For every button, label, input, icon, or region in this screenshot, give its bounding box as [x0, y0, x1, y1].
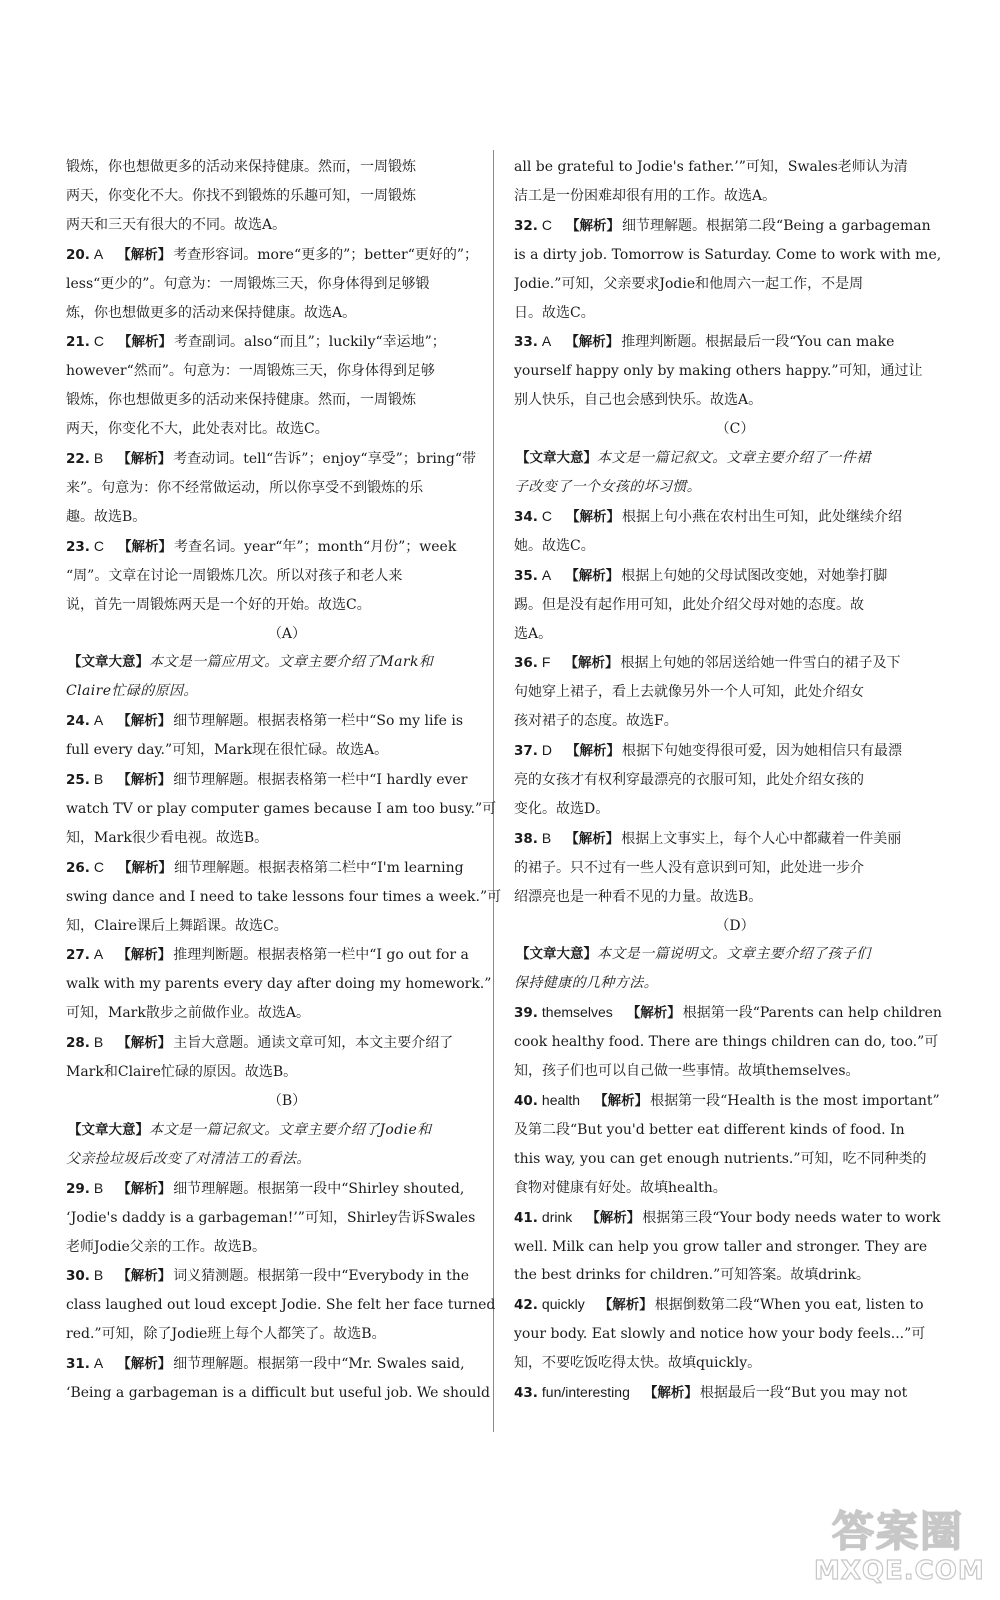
summary-text: 子改变了一个女孩的坏习惯。	[514, 478, 702, 495]
analysis-tag: 【解析】	[117, 1180, 172, 1197]
left-column	[66, 153, 508, 1408]
summary-first-line	[514, 444, 956, 473]
answer-key: quickly	[541, 1296, 585, 1313]
answer-item	[514, 648, 956, 736]
text-line: Mark和Claire忙碌的原因。故选B。	[66, 1064, 298, 1081]
text-line: 她。故选C。	[514, 537, 595, 554]
answer-first-line	[66, 444, 508, 474]
watermark-bottom-text: MXQE.COM	[814, 1556, 985, 1586]
question-number: 33.	[514, 334, 538, 351]
answer-first-line	[514, 648, 956, 678]
text-line: 知，Mark很少看电视。故选B。	[66, 829, 269, 846]
text-line: “周”。文章在讨论一周锻炼几次。所以对孩子和老人来	[66, 567, 403, 584]
summary-text: Claire忙碌的原因。	[66, 683, 198, 700]
answer-item	[514, 211, 956, 328]
analysis-tag: 【解析】	[643, 1385, 698, 1402]
text-line: class laughed out loud except Jodie. She felt her face turned	[66, 1297, 496, 1314]
text-line: full every day.”可知，Mark现在很忙碌。故选A。	[66, 742, 389, 759]
watermark-top-text: 答案圈	[831, 1507, 964, 1556]
answer-key: A	[93, 712, 104, 729]
explanation-text: 考查形容词。more“更多的”；better“更好的”；	[173, 246, 479, 263]
text-line: 炼，你也想做更多的活动来保持健康。故选A。	[66, 304, 357, 321]
question-number: 40.	[514, 1093, 538, 1109]
text-line: less“更少的”。句意为：一周锻炼三天，你身体得到足够锻	[66, 275, 430, 292]
text-line: however“然而”。句意为：一周锻炼三天，你身体得到足够	[66, 363, 435, 380]
question-number: 43.	[514, 1385, 538, 1402]
summary-first-line	[514, 940, 956, 969]
answer-key: A	[541, 333, 552, 350]
explanation-text: 考查副词。also“而且”；luckily“幸运地”；	[174, 334, 446, 351]
question-number: 22.	[66, 451, 90, 468]
answer-first-line	[66, 1261, 508, 1291]
answer-key: B	[93, 1034, 104, 1051]
text-line: Jodie.”可知，父亲要求Jodie和他周六一起工作，不是周	[514, 275, 864, 292]
text-line: well. Milk can help you grow taller and stronger. They are	[514, 1238, 928, 1255]
answer-item	[66, 1261, 508, 1349]
analysis-tag: 【解析】	[117, 947, 172, 964]
answer-first-line	[66, 706, 508, 736]
answer-first-line	[514, 502, 956, 532]
answer-item	[66, 706, 508, 765]
question-number: 25.	[66, 772, 90, 789]
question-number: 27.	[66, 947, 90, 964]
answer-key: A	[93, 1355, 104, 1372]
answer-first-line	[514, 1086, 956, 1116]
explanation-text: 根据倒数第二段“When you eat, listen to	[654, 1297, 924, 1314]
summary-label: 【文章大意】	[516, 450, 597, 467]
question-number: 41.	[514, 1209, 538, 1226]
summary-line	[66, 1145, 508, 1174]
summary-text: 本文是一篇应用文。文章主要介绍了Mark和	[149, 654, 434, 671]
analysis-tag: 【解析】	[565, 567, 620, 584]
question-number: 38.	[514, 830, 538, 847]
answer-first-line	[514, 736, 956, 766]
text-line: watch TV or play computer games because I am too busy.”可	[66, 800, 497, 817]
answer-key: F	[541, 654, 551, 671]
analysis-tag: 【解析】	[117, 1356, 172, 1373]
text-line: 选A。	[514, 625, 553, 642]
explanation-text: 根据上文事实上，每个人心中都藏着一件美丽	[621, 830, 902, 847]
question-number: 28.	[66, 1035, 90, 1052]
explanation-text: 细节理解题。根据第一段中“Mr. Swales said,	[173, 1356, 465, 1373]
answer-key: B	[93, 450, 104, 467]
answer-key: C	[93, 333, 105, 350]
question-number: 39.	[514, 1005, 538, 1022]
text-line: the best drinks for children.”可知答案。故填drink。	[514, 1267, 870, 1284]
answer-first-line	[514, 211, 956, 241]
answer-item	[514, 502, 956, 561]
summary-text: 保持健康的几种方法。	[514, 975, 658, 992]
answer-item	[66, 940, 508, 1028]
analysis-tag: 【解析】	[117, 772, 172, 789]
question-number: 34.	[514, 508, 538, 525]
answer-key: B	[93, 771, 104, 788]
text-line: 绍漂亮也是一种看不见的力量。故选B。	[514, 888, 763, 905]
summary-text: 父亲捡垃圾后改变了对清洁工的看法。	[66, 1150, 311, 1167]
text-line: 来”。句意为：你不经常做运动，所以你享受不到锻炼的乐	[66, 479, 424, 496]
text-line: 两天，你变化不大。你找不到锻炼的乐趣可知，一周锻炼	[66, 187, 416, 204]
answer-first-line	[514, 824, 956, 854]
text-line: 知，孩子们也可以自己做一些事情。故填themselves。	[514, 1063, 860, 1080]
answer-item	[514, 736, 956, 824]
analysis-tag: 【解析】	[117, 1035, 172, 1052]
text-line: 变化。故选D。	[514, 800, 610, 817]
answer-item	[514, 1086, 956, 1203]
answer-item	[66, 853, 508, 941]
question-number: 37.	[514, 743, 538, 760]
summary-first-line	[66, 1116, 508, 1145]
article-summary	[514, 940, 956, 998]
answer-first-line	[66, 1028, 508, 1058]
explanation-text: 根据最后一段“But you may not	[699, 1385, 908, 1402]
explanation-text: 考查名词。year“年”；month“月份”；week	[174, 538, 457, 555]
analysis-tag: 【解析】	[117, 713, 172, 730]
answer-item	[514, 998, 956, 1086]
question-number: 23.	[66, 538, 90, 555]
text-line: red.”可知，除了Jodie班上每个人都笑了。故选B。	[66, 1326, 386, 1343]
question-number: 31.	[66, 1356, 90, 1373]
text-line: swing dance and I need to take lessons four times a week.”可	[66, 888, 502, 905]
answer-key: themselves	[541, 1004, 613, 1021]
text-line: all be grateful to Jodie's father.’”可知，Swales老师认为清	[514, 159, 908, 175]
answer-key: D	[541, 742, 553, 759]
answer-first-line	[514, 1378, 956, 1408]
explanation-text: 根据上句她的邻居送给她一件雪白的裙子及下	[620, 655, 901, 672]
analysis-tag: 【解析】	[118, 538, 173, 555]
summary-text: 本文是一篇记叙文。文章主要介绍了一件裙	[597, 450, 871, 467]
answer-key: B	[93, 1267, 104, 1284]
text-line: 别人快乐，自己也会感到快乐。故选A。	[514, 392, 763, 409]
answer-item	[514, 1378, 956, 1408]
text-line: 知，不要吃饭吃得太快。故填quickly。	[514, 1355, 762, 1372]
answer-item	[66, 532, 508, 620]
answer-key: C	[93, 858, 105, 875]
answer-key: B	[93, 1179, 104, 1196]
continued-paragraph	[66, 153, 508, 240]
answer-item	[514, 824, 956, 912]
explanation-text: 细节理解题。根据表格第一栏中“I hardly ever	[173, 772, 468, 789]
explanation-text: 细节理解题。根据第二段“Being a garbageman	[622, 217, 931, 234]
answer-item	[514, 1290, 956, 1378]
text-line: 食物对健康有好处。故填health。	[514, 1179, 727, 1196]
answer-item	[66, 765, 508, 853]
text-line: 趣。故选B。	[66, 508, 147, 525]
analysis-tag: 【解析】	[117, 451, 172, 468]
question-number: 24.	[66, 713, 90, 730]
text-line: 洁工是一份困难却很有用的工作。故选A。	[514, 187, 777, 204]
summary-line	[514, 473, 956, 502]
text-line: 说，首先一周锻炼两天是一个好的开始。故选C。	[66, 596, 371, 613]
explanation-text: 细节理解题。根据表格第一栏中“So my life is	[173, 713, 464, 730]
text-line: your body. Eat slowly and notice how your body feels...”可	[514, 1326, 926, 1343]
analysis-tag: 【解析】	[117, 246, 172, 263]
text-line: 锻炼，你也想做更多的活动来保持健康。然而，一周锻炼	[66, 392, 416, 409]
text-line: is a dirty job. Tomorrow is Saturday. Come to work with me,	[514, 246, 942, 263]
answer-key: fun/interesting	[541, 1384, 630, 1401]
answer-first-line	[514, 998, 956, 1028]
text-line: yourself happy only by making others happy.”可知，通过让	[514, 363, 923, 380]
answer-key: A	[93, 245, 104, 262]
answer-first-line	[66, 765, 508, 795]
article-summary	[514, 444, 956, 502]
text-line: 两天，你变化不大，此处表对比。故选C。	[66, 421, 329, 438]
summary-text: 本文是一篇说明文。文章主要介绍了孩子们	[597, 946, 871, 963]
text-line: 及第二段“But you'd better eat different kinds of food. In	[514, 1121, 905, 1138]
summary-text: 本文是一篇记叙文。文章主要介绍了Jodie和	[149, 1121, 432, 1138]
answer-key: health	[541, 1092, 581, 1108]
analysis-tag: 【解析】	[594, 1093, 649, 1109]
answer-item	[514, 327, 956, 415]
summary-line	[514, 969, 956, 998]
text-line: 老师Jodie父亲的工作。故选B。	[66, 1238, 267, 1255]
explanation-text: 细节理解题。根据第一段中“Shirley shouted,	[173, 1180, 465, 1197]
analysis-tag: 【解析】	[118, 859, 173, 876]
answer-first-line	[514, 561, 956, 591]
summary-label: 【文章大意】	[68, 654, 149, 671]
answer-key: C	[541, 216, 553, 233]
section-heading: （A）	[267, 625, 307, 642]
answer-first-line	[514, 1203, 956, 1233]
text-line: cook healthy food. There are things children can do, too.”可	[514, 1034, 939, 1051]
explanation-text: 根据上句她的父母试图改变她，对她拳打脚	[621, 567, 888, 584]
article-summary	[66, 1116, 508, 1174]
explanation-text: 细节理解题。根据表格第二栏中“I'm learning	[174, 859, 464, 876]
section-heading: （C）	[715, 421, 755, 438]
question-number: 21.	[66, 334, 90, 351]
question-number: 36.	[514, 655, 538, 672]
article-summary	[66, 648, 508, 706]
text-line: ‘Being a garbageman is a difficult but useful job. We should	[66, 1385, 490, 1402]
summary-line	[66, 677, 508, 706]
answer-first-line	[66, 327, 508, 357]
text-line: 锻炼，你也想做更多的活动来保持健康。然而，一周锻炼	[66, 159, 416, 175]
summary-first-line	[66, 648, 508, 677]
text-line: 句她穿上裙子，看上去就像另外一个人可知，此处介绍女	[514, 684, 864, 701]
answer-item	[514, 1203, 956, 1291]
analysis-tag: 【解析】	[566, 508, 621, 525]
explanation-text: 考查动词。tell“告诉”；enjoy“享受”；bring“带	[173, 451, 477, 468]
analysis-tag: 【解析】	[566, 217, 621, 234]
continued-paragraph	[514, 153, 956, 211]
explanation-text: 根据第一段“Parents can help children	[682, 1005, 942, 1022]
explanation-text: 根据上句小燕在农村出生可知，此处继续介绍	[622, 508, 903, 525]
text-line: ‘Jodie's daddy is a garbageman!’”可知，Shirley告诉Swales	[66, 1209, 476, 1226]
analysis-tag: 【解析】	[566, 743, 621, 760]
analysis-tag: 【解析】	[598, 1297, 653, 1314]
answer-item	[66, 1028, 508, 1087]
answer-item	[66, 327, 508, 444]
question-number: 20.	[66, 246, 90, 263]
answer-item	[66, 1174, 508, 1262]
answer-item	[66, 240, 508, 328]
answer-key: C	[541, 507, 553, 524]
explanation-text: 根据第一段“Health is the most important”	[650, 1093, 940, 1109]
answer-first-line	[66, 532, 508, 562]
summary-label: 【文章大意】	[68, 1121, 149, 1138]
analysis-tag: 【解析】	[117, 1268, 172, 1285]
answer-first-line	[66, 1174, 508, 1204]
section-heading: （D）	[715, 917, 755, 934]
analysis-tag: 【解析】	[626, 1005, 681, 1022]
text-line: 亮的女孩才有权利穿最漂亮的衣服可知，此处介绍女孩的	[514, 772, 864, 789]
answer-first-line	[66, 853, 508, 883]
text-line: 踢。但是没有起作用可知，此处介绍父母对她的态度。故	[514, 596, 864, 613]
text-line: this way, you can get enough nutrients.”可知，吃不同种类的	[514, 1150, 927, 1167]
analysis-tag: 【解析】	[565, 830, 620, 847]
explanation-text: 主旨大意题。通读文章可知，本文主要介绍了	[173, 1035, 454, 1052]
text-line: 可知，Mark散步之前做作业。故选A。	[66, 1005, 310, 1022]
explanation-text: 根据第三段“Your body needs water to work	[642, 1209, 941, 1226]
watermark-logo	[814, 1507, 985, 1588]
analysis-tag: 【解析】	[118, 334, 173, 351]
answer-key: drink	[541, 1208, 573, 1225]
analysis-tag: 【解析】	[564, 655, 619, 672]
answer-item	[66, 444, 508, 532]
explanation-text: 词义猜测题。根据第一段中“Everybody in the	[173, 1268, 470, 1285]
answer-key: A	[93, 946, 104, 963]
text-line: 日。故选C。	[514, 304, 595, 321]
question-number: 32.	[514, 217, 538, 234]
answer-item	[514, 561, 956, 649]
question-number: 26.	[66, 859, 90, 876]
answer-key: A	[541, 566, 552, 583]
explanation-text: 推理判断题。根据表格第一栏中“I go out for a	[173, 947, 469, 964]
text-line: 孩对裙子的态度。故选F。	[514, 713, 678, 730]
answer-key: B	[541, 829, 552, 846]
answer-item	[66, 1349, 508, 1408]
question-number: 42.	[514, 1297, 538, 1314]
text-line: 两天和三天有很大的不同。故选A。	[66, 216, 287, 233]
answer-first-line	[66, 1349, 508, 1379]
text-line: 知，Claire课后上舞蹈课。故选C。	[66, 917, 288, 934]
answer-first-line	[514, 1290, 956, 1320]
answer-first-line	[66, 240, 508, 270]
answer-first-line	[514, 327, 956, 357]
explanation-text: 根据下句她变得很可爱，因为她相信只有最漂	[622, 743, 903, 760]
answer-first-line	[66, 940, 508, 970]
summary-label: 【文章大意】	[516, 946, 597, 963]
answer-key: C	[93, 537, 105, 554]
explanation-text: 推理判断题。根据最后一段“You can make	[621, 334, 895, 351]
question-number: 35.	[514, 567, 538, 584]
text-line: 的裙子。只不过有一些人没有意识到可知，此处进一步介	[514, 859, 864, 876]
question-number: 30.	[66, 1268, 90, 1285]
section-heading: （B）	[267, 1093, 307, 1109]
analysis-tag: 【解析】	[586, 1209, 641, 1226]
analysis-tag: 【解析】	[565, 334, 620, 351]
question-number: 29.	[66, 1180, 90, 1197]
text-line: walk with my parents every day after doing my homework.”	[66, 976, 492, 993]
right-column	[514, 153, 956, 1408]
